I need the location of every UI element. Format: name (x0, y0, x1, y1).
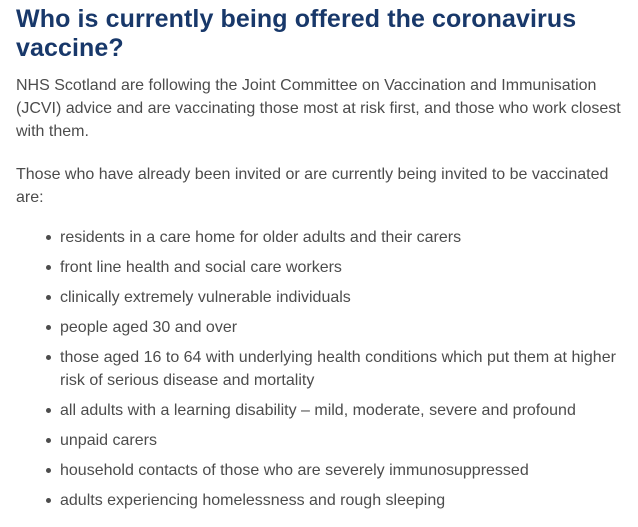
list-item-text: those aged 16 to 64 with underlying health conditions which put them at higher risk of serious disease and mortality (60, 349, 616, 389)
eligible-groups-list (16, 226, 622, 512)
list-item-text: all adults with a learning disability – mild, moderate, severe and profound (60, 402, 576, 419)
list-item (16, 489, 622, 512)
bullet-icon (46, 265, 51, 270)
page-title: Who is currently being offered the coronavirus vaccine? (16, 5, 577, 62)
list-item (16, 316, 622, 339)
bullet-icon (46, 355, 51, 360)
list-item (16, 346, 622, 392)
list-item (16, 399, 622, 422)
list-item (16, 429, 622, 452)
lead-paragraph: Those who have already been invited or are currently being invited to be vaccinated are: (16, 166, 609, 206)
list-item-text: adults experiencing homelessness and rough sleeping (60, 492, 446, 509)
list-item (16, 459, 622, 482)
list-item (16, 256, 622, 279)
intro-paragraph: NHS Scotland are following the Joint Committee on Vaccination and Immunisation (JCVI) advice and are vaccinating those most at risk first, and those who work closest with them. (16, 77, 621, 140)
bullet-icon (46, 438, 51, 443)
bullet-icon (46, 468, 51, 473)
bullet-icon (46, 235, 51, 240)
list-item (16, 226, 622, 249)
bullet-icon (46, 408, 51, 413)
list-item-text: household contacts of those who are severely immunosuppressed (60, 462, 529, 479)
list-item (16, 286, 622, 309)
list-item-text: people aged 30 and over (60, 319, 238, 336)
bullet-icon (46, 295, 51, 300)
list-item-text: residents in a care home for older adults and their carers (60, 229, 462, 246)
list-item-text: clinically extremely vulnerable individuals (60, 289, 351, 306)
bullet-icon (46, 325, 51, 330)
list-item-text: front line health and social care workers (60, 259, 342, 276)
list-item-text: unpaid carers (60, 432, 157, 449)
bullet-icon (46, 498, 51, 503)
